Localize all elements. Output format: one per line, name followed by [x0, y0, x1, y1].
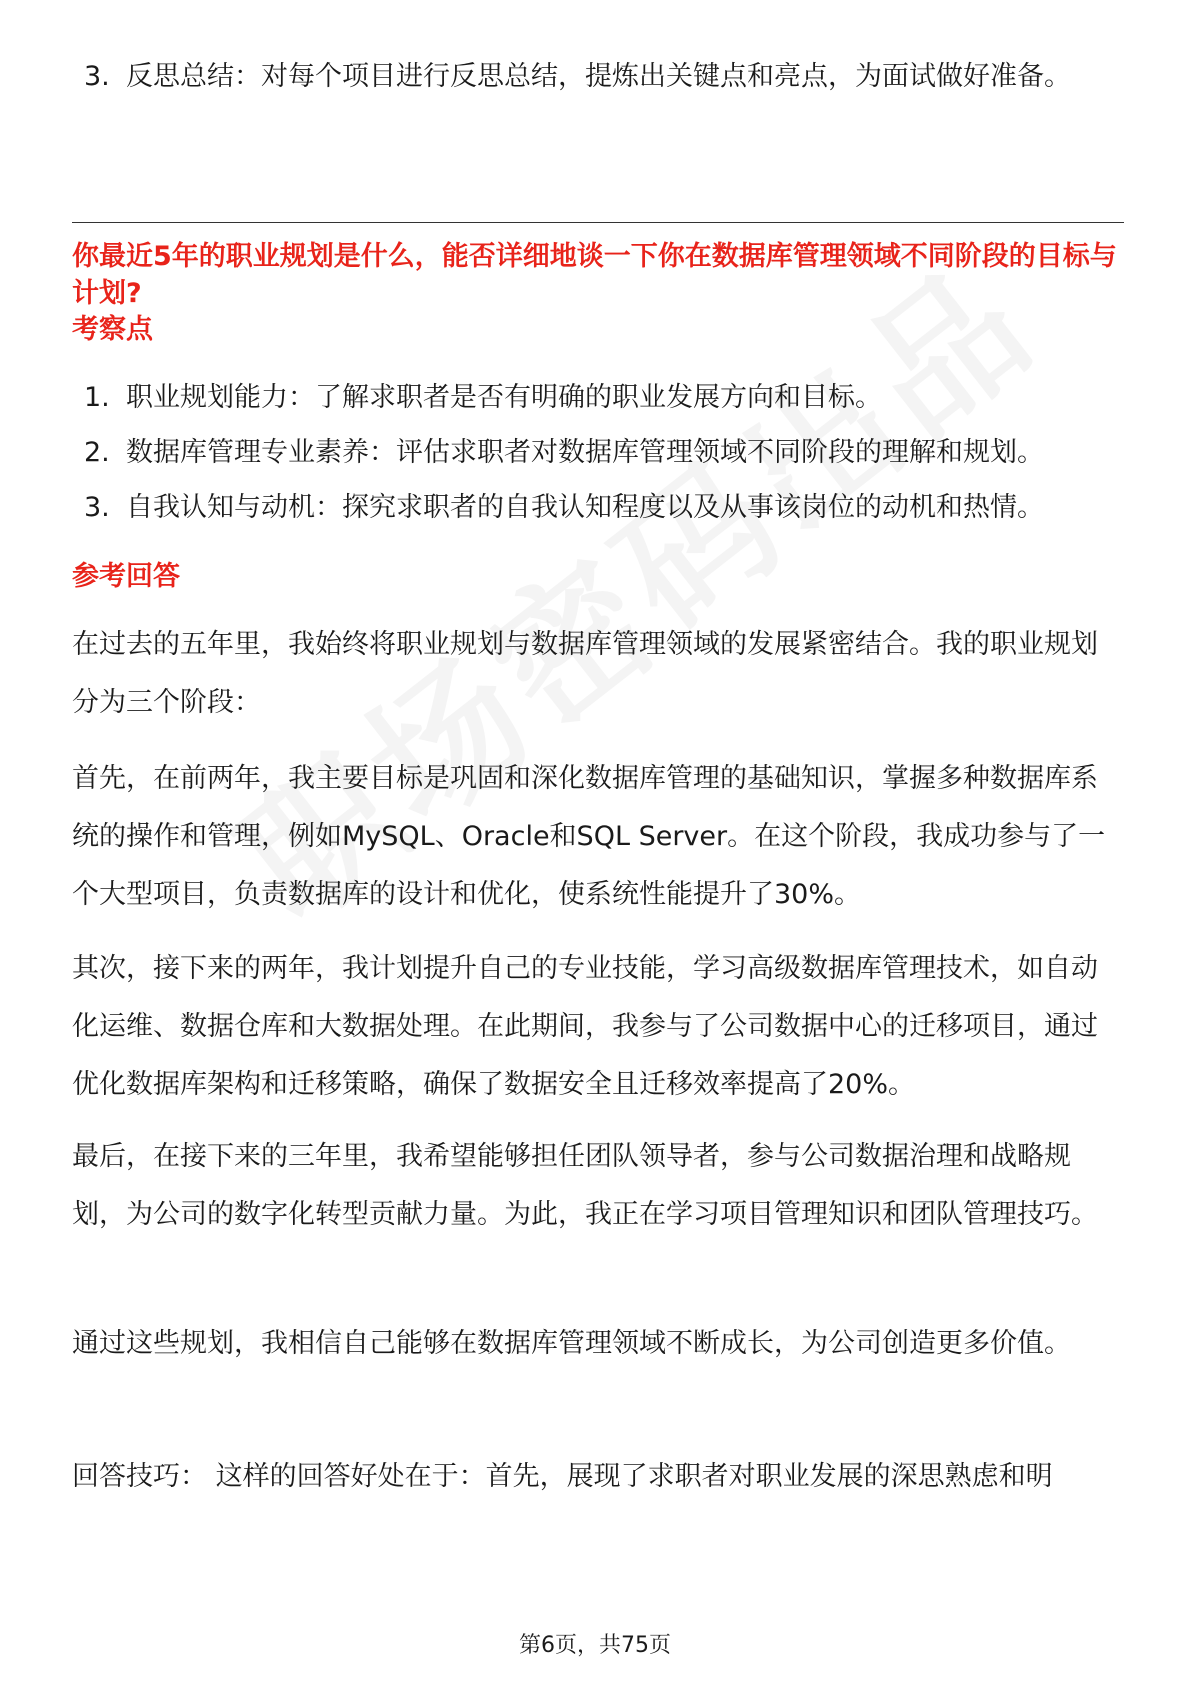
- list-text: 数据库管理专业素养：评估求职者对数据库管理领域不同阶段的理解和规划。: [126, 437, 1044, 468]
- list-number: 3.: [84, 61, 110, 92]
- section-divider: [72, 222, 1124, 223]
- paragraph: 首先，在前两年，我主要目标是巩固和深化数据库管理的基础知识，掌握多种数据库系统的操作和管理，例如MySQL、Oracle和SQL Server。在这个阶段，我成功参与了一个大型项目，负责数据库的设计和优化，使系统性能提升了30%。: [72, 763, 1106, 910]
- paragraph: 通过这些规划，我相信自己能够在数据库管理领域不断成长，为公司创造更多价值。: [72, 1328, 1071, 1359]
- reference-answer-heading: 参考回答: [72, 561, 180, 592]
- paragraph: 在过去的五年里，我始终将职业规划与数据库管理领域的发展紧密结合。我的职业规划分为三个阶段：: [72, 629, 1098, 718]
- list-number: 3.: [84, 492, 110, 523]
- list-item: [84, 479, 1120, 537]
- list-item: [84, 424, 1120, 482]
- list-item: [84, 369, 1120, 427]
- page-footer: 第6页，共75页: [519, 1633, 671, 1658]
- list-number: 1.: [84, 382, 110, 413]
- list-text: 职业规划能力：了解求职者是否有明确的职业发展方向和目标。: [126, 382, 882, 413]
- list-text: 自我认知与动机：探究求职者的自我认知程度以及从事该岗位的动机和热情。: [126, 492, 1044, 523]
- paragraph: 回答技巧： 这样的回答好处在于：首先，展现了求职者对职业发展的深思熟虑和明: [72, 1461, 1053, 1492]
- list-text: 反思总结：对每个项目进行反思总结，提炼出关键点和亮点，为面试做好准备。: [126, 61, 1071, 92]
- list-number: 2.: [84, 437, 110, 468]
- paragraph: 其次，接下来的两年，我计划提升自己的专业技能，学习高级数据库管理技术，如自动化运维、数据仓库和大数据处理。在此期间，我参与了公司数据中心的迁移项目，通过优化数据库架构和迁移策略，确保了数据安全且迁移效率提高了20%。: [72, 953, 1098, 1100]
- list-item: [84, 48, 1120, 106]
- paragraph: 最后，在接下来的三年里，我希望能够担任团队领导者，参与公司数据治理和战略规划，为公司的数字化转型贡献力量。为此，我正在学习项目管理知识和团队管理技巧。: [72, 1141, 1098, 1230]
- question-heading: 你最近5年的职业规划是什么，能否详细地谈一下你在数据库管理领域不同阶段的目标与计划?: [72, 241, 1117, 309]
- exam-points-heading: 考察点: [72, 314, 153, 345]
